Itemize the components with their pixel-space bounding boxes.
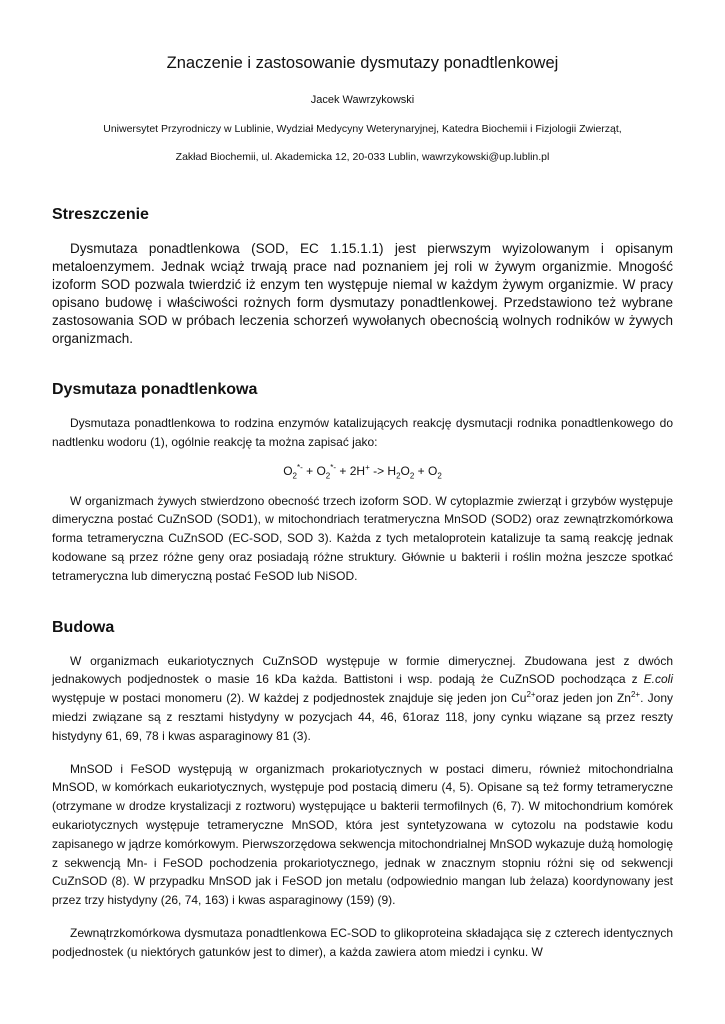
author-name: Jacek Wawrzykowski	[310, 94, 415, 106]
abstract-heading: Streszczenie	[52, 206, 149, 223]
sod-paragraph-1: Dysmutaza ponadtlenkowa to rodzina enzymów katalizujących reakcję dysmutacji rodnika ponadtlenkowego do nadtlenku wodoru (1), ogólnie reakcję ta można zapisać jako:	[52, 416, 673, 449]
section-heading-sod: Dysmutaza ponadtlenkowa	[52, 381, 258, 398]
affiliation-line-2: Zakład Biochemii, ul. Akademicka 12, 20-033 Lublin, wawrzykowski@up.lublin.pl	[175, 151, 550, 163]
sod-paragraph-2: W organizmach żywych stwierdzono obecność trzech izoform SOD. W cytoplazmie zwierząt i grzybów występuje dimeryczna postać CuZnSOD (SOD1), w mitochondriach teratmeryczna MnSOD (SOD2) oraz zewnątrzkomórkowa forma tetrameryczna CuZnSOD (EC-SOD, SOD 3). Każda z tych metaloprotein katalizuje ta samą reakcję jednak kodowane są przez różne geny oraz posiadają różne struktury. Głównie u bakterii i roślin można jeszcze spotkać tetrameryczna lub dimeryczną postać FeSOD lub NiSOD.	[52, 493, 673, 583]
budowa-paragraph-3: Zewnątrzkomórkowa dysmutaza ponadtlenkowa EC-SOD to glikoproteina składająca się z czterech identycznych podjednostek (u niektórych gatunków jest to dimer), a każda zawiera atom miedzi i cynku. W	[52, 925, 673, 959]
reaction-equation: $O_2^{*-} + O_2^{*-} + 2H^+ -> H_2O_2 + O_2$	[283, 462, 442, 480]
budowa-paragraph-2: MnSOD i FeSOD występują w organizmach prokariotycznych w postaci dimeru, również mitochondrialna MnSOD, w komórkach eukariotycznych, występuje pod postacią dimeru (4, 5). Opisane są też formy tetrameryczne (otrzymane w drodze krystalizacji z roztworu) występujące u bakterii termofilnych (6, 7). W mitochondrium komórek eukariotycznych występuje tetrameryczne MnSOD, która jest syntetyzowana w cytozolu na podstawie kodu zapisanego w jądrze komórkowym. Pierwszorzędowa sekwencja mitochondrialnej MnSOD wykazuje dużą homologię z sekwencją Mn- i FeSOD pochodzenia prokariotycznego, jednak w znacznym stopniu różni się od sekwencji CuZnSOD (8). W przypadku MnSOD jak i FeSOD jon metalu (odpowiednio mangan lub żelaza) koordynowany jest przez trzy histydyny (26, 74, 163) i kwas asparaginowy (159) (9).	[52, 761, 673, 908]
affiliation-line-1: Uniwersytet Przyrodniczy w Lublinie, Wydział Medycyny Weterynaryjnej, Katedra Biochemii i Fizjologii Zwierząt,	[103, 123, 622, 135]
budowa-paragraph-1: W organizmach eukariotycznych CuZnSOD występuje w formie dimerycznej. Zbudowana jest z dwóch jednakowych podjednostek o masie 16 kDa każda. Battistoni i wsp. podają że CuZnSOD pochodząca z E.coli występuje w postaci monomeru (2). W każdej z podjednostek znajduje się jeden jon $Cu^{2+}oraz$ jeden jon $Zn^{2+}$. Jony miedzi związane są z resztami histydyny w pozycjach 44, 46, 61oraz 118, jony cynku wiązane są przez reszty histydyny 61, 69, 78 i kwas asparaginowy 81 (3).	[52, 653, 673, 743]
paper-title: Znaczenie i zastosowanie dysmutazy ponadtlenkowej	[166, 54, 559, 72]
section-heading-budowa: Budowa	[52, 618, 115, 636]
abstract-text: Dysmutaza ponadtlenkowa (SOD, EC 1.15.1.1) jest pierwszym wyizolowanym i opisanym metaloenzymem. Jednak wciąż trwają prace nad poznaniem jej roli w żywym organizmie. Mnogość izoform SOD pozwala twierdzić iż enzym ten występuje niemal w każdym żywym organizmie. W pracy opisano budowę i właściwości rożnych form dysmutazy ponadtlenkowej. Przedstawiono też wybrane zastosowania SOD w próbach leczenia schorzeń wywołanych obecnością wolnych rodników w żywych organizmach.	[52, 241, 673, 346]
